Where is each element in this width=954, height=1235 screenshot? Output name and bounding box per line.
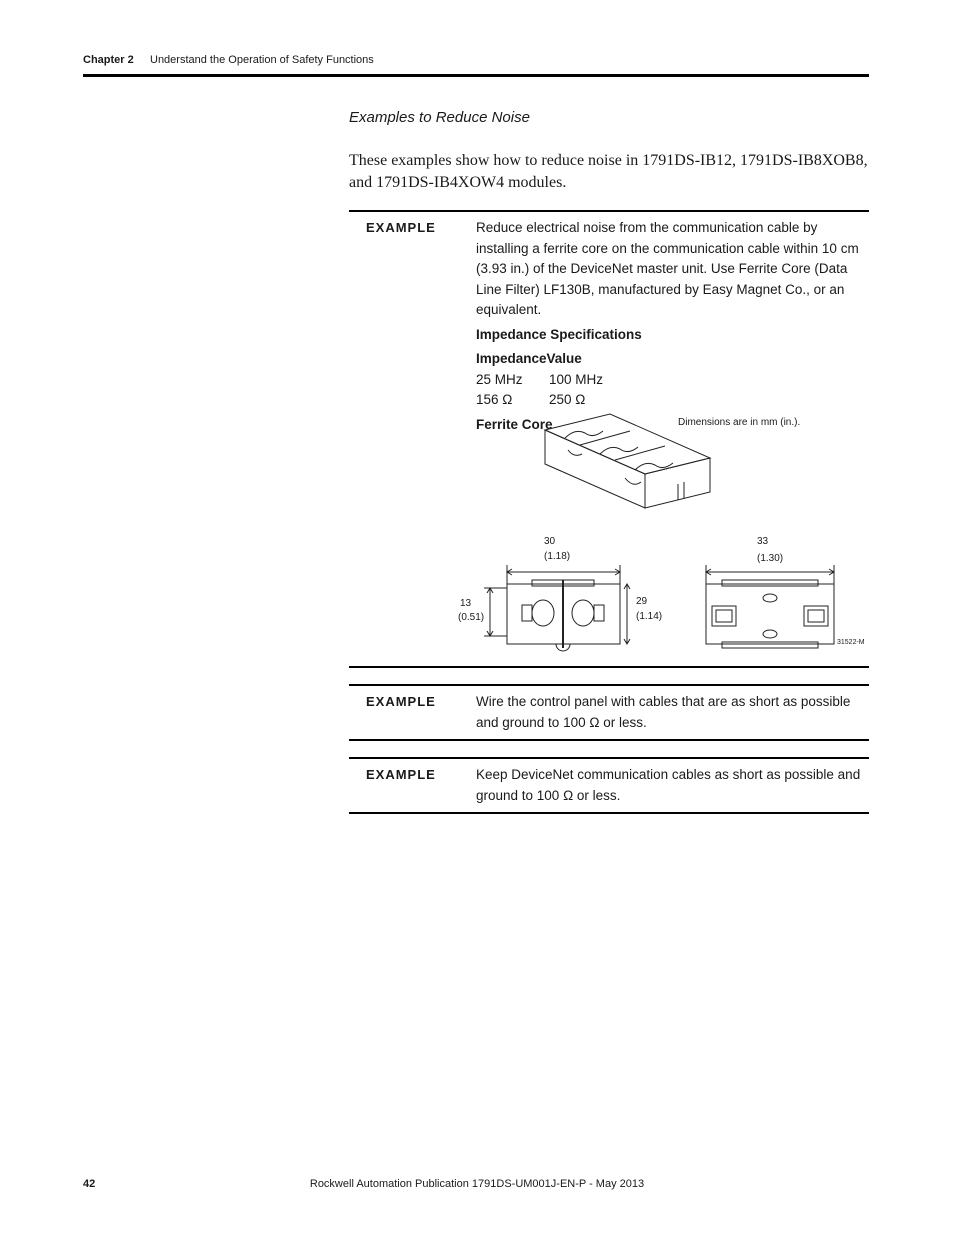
dimensions-note: Dimensions are in mm (in.). xyxy=(678,417,801,428)
page-header xyxy=(83,54,374,66)
dim-width-right-in: (1.30) xyxy=(757,553,784,564)
figure-id: 31522-M xyxy=(837,639,865,646)
impedance-freq-2: 100 MHz xyxy=(549,371,604,387)
example-label: EXAMPLE xyxy=(366,694,436,709)
ferrite-core-side-view xyxy=(706,565,834,648)
page-number: 42 xyxy=(83,1178,96,1190)
intro-paragraph: These examples show how to reduce noise in 1791DS-IB12, 1791DS-IB8XOB8, and 1791DS-IB4XOW4 modules. xyxy=(349,152,868,191)
example-box-2 xyxy=(349,684,869,741)
dim-height-left-in: (0.51) xyxy=(458,612,485,623)
dim-height-right-in: (1.14) xyxy=(636,611,663,622)
publication-info: Rockwell Automation Publication 1791DS-UM001J-EN-P - May 2013 xyxy=(309,1178,645,1190)
dim-width-left-in: (1.18) xyxy=(544,551,571,562)
ferrite-core-front-view xyxy=(484,565,630,651)
example-text: Keep DeviceNet communication cables as short as possible and ground to 100 Ω or less. xyxy=(476,767,861,803)
impedance-value-1: 156 Ω xyxy=(476,392,513,407)
impedance-subheading: ImpedanceValue xyxy=(476,351,582,366)
example-label: EXAMPLE xyxy=(366,767,436,782)
impedance-heading: Impedance Specifications xyxy=(476,326,642,342)
example-label: EXAMPLE xyxy=(366,220,436,235)
dim-height-right: 29 xyxy=(636,596,648,607)
ferrite-heading: Ferrite Core xyxy=(476,416,553,432)
impedance-freq-1: 25 MHz xyxy=(476,371,523,387)
header-rule xyxy=(83,74,869,77)
dim-width-right: 33 xyxy=(757,536,769,547)
chapter-label: Chapter 2 xyxy=(83,54,134,66)
chapter-title: Understand the Operation of Safety Functions xyxy=(150,54,374,66)
section-title: Examples to Reduce Noise xyxy=(349,109,530,126)
example-text: Reduce electrical noise from the communication cable by installing a ferrite core on the communication cable within 10 cm (3.93 in.) of the DeviceNet master unit. Use Ferrite Core (Data Line Filter) LF130B, manufactured by Easy Magnet Co., or an equivalent. xyxy=(476,220,859,317)
dim-height-left: 13 xyxy=(460,598,472,609)
ferrite-core-3d-drawing xyxy=(545,414,710,508)
dim-width-left: 30 xyxy=(544,536,556,547)
example-box-3 xyxy=(349,757,869,814)
ferrite-core-figure xyxy=(440,400,870,660)
example-text: Wire the control panel with cables that are as short as possible and ground to 100 Ω or less. xyxy=(476,694,851,730)
impedance-value-2: 250 Ω xyxy=(549,392,586,407)
